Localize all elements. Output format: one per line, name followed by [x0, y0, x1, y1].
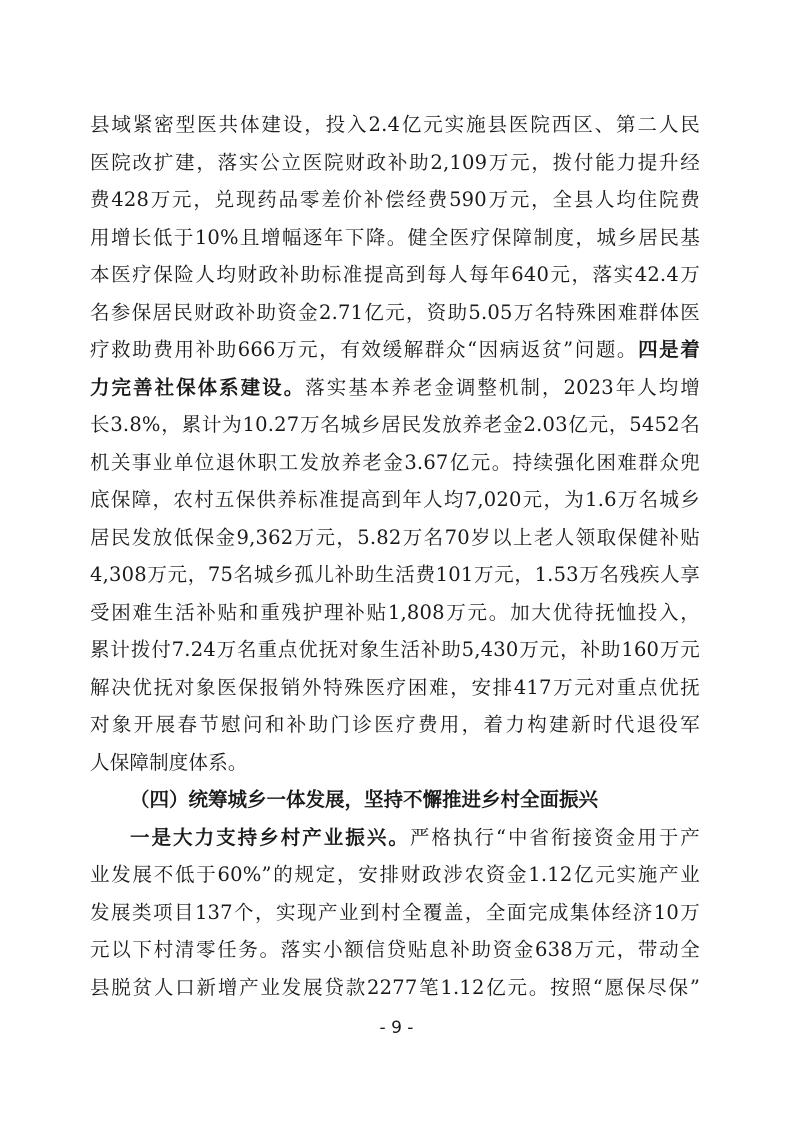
line-text: 疗救助费用补助666万元，有效缓解群众“因病返贫”问题。: [90, 338, 639, 361]
paragraph-line: [90, 331, 700, 369]
line-text: 县域紧密型医共体建设，投入2.4亿元实施县医院西区、第二人民: [90, 113, 700, 136]
line-text: 居民发放低保金9,362万元，5.82万名70岁以上老人领取保健补贴: [90, 525, 700, 549]
line-text: 本医疗保险人均财政补助标准提高到每人每年640元，落实42.4万: [90, 263, 700, 286]
line-text: 受困难生活补贴和重残护理补贴1,808万元。加大优待抚恤投入，: [90, 600, 700, 624]
paragraph-line: [90, 744, 700, 782]
paragraph-line: [90, 294, 700, 332]
section-heading: （四）统筹城乡一体发展，坚持不懈推进乡村全面振兴: [130, 788, 599, 811]
paragraph-line: [90, 256, 700, 294]
paragraph-line: [90, 931, 700, 969]
bold-phrase: 四是着: [638, 338, 700, 361]
page-number: - 9 -: [379, 1018, 414, 1038]
paragraph-line: [90, 369, 700, 407]
line-text: 费428万元，兑现药品零差价补偿经费590万元，全县人均住院费: [90, 188, 700, 211]
paragraph-line: [90, 106, 700, 144]
line-text: 县脱贫人口新增产业发展贷款2277笔1.12亿元。按照“愿保尽保”: [90, 975, 700, 999]
line-text: 元以下村清零任务。落实小额信贷贴息补助资金638万元，带动全: [90, 938, 700, 961]
line-text: 落实基本养老金调整机制，2023年人均增: [305, 375, 700, 399]
line-text: 医院改扩建，落实公立医院财政补助2,109万元，拨付能力提升经: [90, 150, 700, 174]
line-text: 对象开展春节慰问和补助门诊医疗费用，着力构建新时代退役军: [90, 713, 700, 736]
paragraph-line: [90, 819, 700, 857]
line-text: 4,308万元，75名城乡孤儿补助生活费101万元，1.53万名残疾人享: [90, 563, 700, 586]
bold-phrase: 一是大力支持乡村产业振兴。: [130, 825, 410, 849]
line-text: 解决优抚对象医保报销外特殊医疗困难，安排417万元对重点优抚: [90, 675, 700, 699]
paragraph-line: [90, 669, 700, 707]
line-text: 用增长低于10%且增幅逐年下降。健全医疗保障制度，城乡居民基: [90, 225, 700, 249]
paragraph-line: [90, 481, 700, 519]
paragraph-line: [90, 444, 700, 482]
line-text: 严格执行“中省衔接资金用于产: [409, 825, 700, 849]
line-text: 名参保居民财政补助资金2.71亿元，资助5.05万名特殊困难群体医: [90, 300, 700, 324]
line-text: 长3.8%，累计为10.27万名城乡居民发放养老金2.03亿元，5452名: [90, 413, 700, 436]
line-text: 底保障，农村五保供养标准提高到年人均7,020元，为1.6万名城乡: [90, 488, 700, 511]
paragraph-line: [90, 706, 700, 744]
paragraph-line: [90, 181, 700, 219]
line-text: 人保障制度体系。: [90, 750, 248, 774]
paragraph-line: [90, 144, 700, 182]
paragraph-line: [90, 969, 700, 1007]
paragraph-line: [90, 631, 700, 669]
paragraph-line: [90, 894, 700, 932]
paragraph-line: [90, 219, 700, 257]
paragraph-line: [90, 519, 700, 557]
paragraph-line: [90, 406, 700, 444]
paragraph-line: [90, 856, 700, 894]
line-text: 累计拨付7.24万名重点优抚对象生活补助5,430万元，补助160万元: [90, 638, 700, 661]
paragraph-line: [90, 556, 700, 594]
body-text: [90, 106, 700, 1006]
bold-phrase: 力完善社保体系建设。: [90, 375, 306, 399]
line-text: 机关事业单位退休职工发放养老金3.67亿元。持续强化困难群众兜: [90, 450, 700, 474]
paragraph-line: [90, 594, 700, 632]
line-text: 发展类项目137个，实现产业到村全覆盖，全面完成集体经济10万: [90, 900, 700, 924]
line-text: 业发展不低于60%”的规定，安排财政涉农资金1.12亿元实施产业: [90, 863, 700, 886]
